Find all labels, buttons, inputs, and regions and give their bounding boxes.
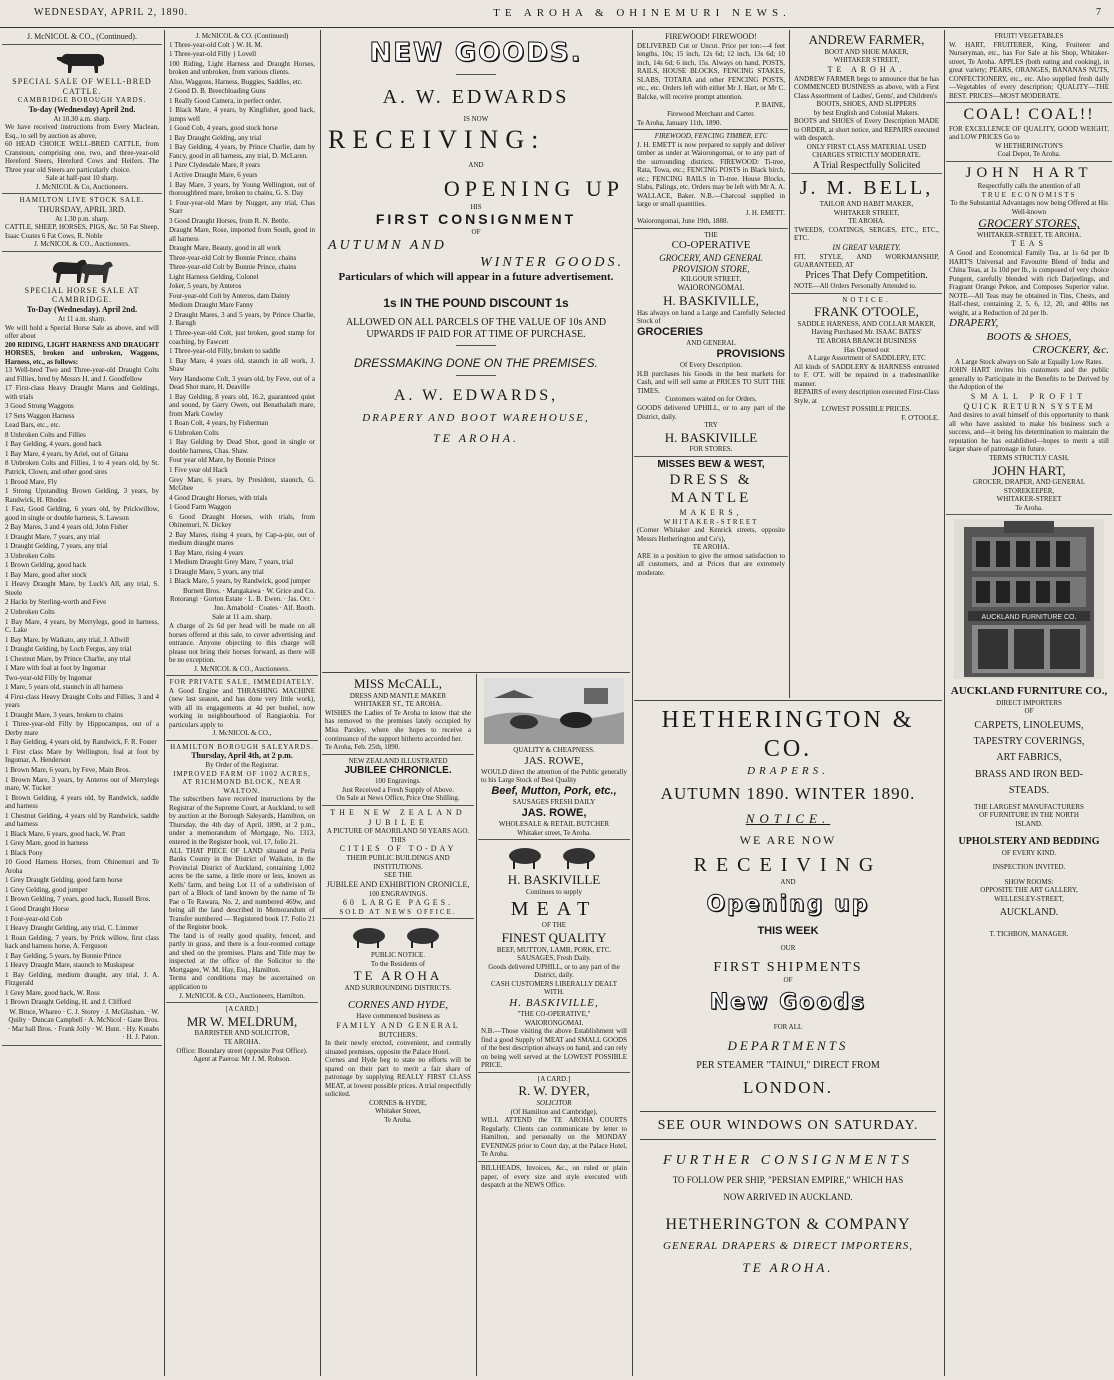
- lot-item: Draught Mare, Beauty, good in all work: [169, 244, 281, 253]
- lot-item: Two-year-old Filly by Ingomar: [5, 673, 93, 682]
- lot-item: 100 Riding, Light Harness and Draught Horses, broken and unbroken, from various clients.: [169, 59, 315, 77]
- lot-item: 1 Bay Mare, good after stock: [5, 570, 87, 579]
- mccall-ad: MISS McCALL, DRESS AND MANTLE MAKER WHITAKER ST., TE AROHA. WISHES the Ladies of Te Aroha to know that she has removed to the premises lately occupied by Miss Parsley, where she hopes to receive a continuance of the support hitherto accorded her. Te Aroha, Feb. 25th, 1890.: [322, 674, 474, 755]
- lot-item: 17 First-class Heavy Draught Mares and Geldings, with trials: [5, 384, 159, 401]
- lot-item: 1 Bay Mare, 3 years, by Young Wellington, out of thoroughbred mare, broken to chains, G. S. Day: [169, 180, 315, 198]
- lot-item: 1 Brown Mare, 3 years, by Anteros out of Merrylegs mare, W. Tucker: [5, 775, 159, 793]
- lot-item: 8 Unbroken Colts and Fillies: [5, 430, 86, 439]
- store-sign: AUCKLAND FURNITURE CO.: [981, 614, 1077, 622]
- sheep-icon: [499, 844, 609, 870]
- lot-item: 1 Bay Mare, 4 years, by Merrylegs, good in harness, C. Lake: [5, 617, 159, 635]
- lot-item: 1 Bay Mare, by Waikato, any trial, J. Allwill: [5, 635, 130, 644]
- bull-icon: [54, 49, 110, 75]
- lot-item: 1 Heavy Draught Gelding, any trial, C. Limmer: [5, 924, 139, 933]
- column-rule: [632, 30, 633, 1376]
- lot-item: Joker, 5 years, by Anteros: [169, 282, 242, 291]
- lot-item: 1 Chestnut Mare, by Prince Charlie, any trial: [5, 654, 131, 663]
- lot-item: 1 Black Mare, 5 years, by Randwick, good jumper: [169, 577, 311, 586]
- lot-item: 1 Five year old Hack: [169, 465, 228, 474]
- auckland-furniture-ad: AUCKLAND FURNITURE CO. AUCKLAND FURNITURE CO., DIRECT IMPORTERS OF CARPETS, LINOLEUMS, TAPESTRY COVERINGS, ART FABRICS, BRASS AND IRON BED- STEADS. THE LARGEST MANUFACTURERS OF FURNITURE IN THE NORTH ISLAND. UPHOLSTERY AND BEDDING OF EVERY KIND. INSPECTION INVITED. SHOW ROOMS: OPPOSITE THE ART GALLERY, WELLESLEY-STREET, AUCKLAND. T. TICHBON, MANAGER.: [946, 515, 1112, 940]
- column-rule: [944, 30, 945, 1376]
- column-firewood-coop: [634, 30, 788, 698]
- lot-item: 1 Bay Gelding by Dead Shot, good in single or double harness, Chas. Shaw.: [169, 438, 315, 455]
- lot-item: 1 Bay Gelding, 4 years, good hack: [5, 440, 102, 449]
- lot-item: 1 Four-year-old Mare by Nugget, any trial, Chas Starr: [169, 198, 315, 216]
- lot-item: 6 Good Draught Horses, with trials, from Ohinemuri, N. Dickey: [169, 512, 315, 530]
- lot-item: Also, Waggons, Harness, Buggies, Saddles, etc.: [169, 77, 303, 86]
- coal-ad: COAL! COAL!! FOR EXCELLENCE OF QUALITY, GOOD WEIGHT, and LOW PRICES Go to W HETHERINGTON'S Coal Depot, Te Aroha.: [946, 103, 1112, 162]
- lot-item: 1 Brown Gelding, 4 years old, by Randwick, saddle and harness: [5, 793, 159, 811]
- lot-item: 1 Bay Gelding, 4 years old, by Randwick, F. R. Foster: [5, 738, 157, 747]
- lot-item: 1 Really Good Camera, in perfect order.: [169, 96, 282, 105]
- billheads-ad: BILLHEADS, Invoices, &c., on ruled or plain paper, of every size and style executed with despatch at the NEWS Office.: [481, 1164, 627, 1190]
- horses-icon: [47, 256, 117, 284]
- jubilee-chronicle-ad: NEW ZEALAND ILLUSTRATED JUBILEE CHRONICLE. 100 Engravings. Just Received a Fresh Supply of Above. On Sale at News Office, Price One Shilling.: [322, 755, 474, 806]
- lot-item: 1 Three-year-old Filly by Hippocampus, out of a Derby mare: [5, 720, 159, 737]
- dyer-card: [A CARD.] R. W. DYER, SOLICITOR (Of Hamilton and Cambridge), WILL ATTEND the TE AROHA COURTS Regularly. Clients can communicate by letter to Hamilton, and personally on the MONDAY EVENINGS prior to Court day, at the Palace Hotel, Te Aroha.: [478, 1073, 630, 1162]
- otoole-saddler-ad: NOTICE. FRANK O'TOOLE, SADDLE HARNESS, AND COLLAR MAKER, Having Purchased Mr. ISAAC BATES' TE AROHA BRANCH BUSINESS Has Opened out A Large Assortment of SADDLERY, ETC All kinds of SADDLERY & HARNESS entrusted to F. O'T. will be repaired in a tradesmanlike manner. REPAIRS of every description executed First-Class Style, at LOWEST POSSIBLE PRICES. F. O'TOOLE.: [794, 295, 939, 422]
- column-rule: [164, 30, 165, 1376]
- lot-item: 17 Sets Waggon Harness: [5, 411, 75, 420]
- lot-item: 2 Unbroken Colts: [5, 607, 55, 616]
- lot-item: 1 Grey Gelding, good jumper: [5, 885, 88, 894]
- hamilton-stock-sale-ad: HAMILTON LIVE STOCK SALE. THURSDAY, APRIL 3RD. At 1.30 p.m. sharp. CATTLE, SHEEP, HORSES, PIGS, &c. 50 Fat Sheep, Isaac Coates 6 Fat Cows, R. Noble J. McNICOL & CO., Auctioneers.: [2, 194, 162, 251]
- page-number: 7: [1096, 7, 1102, 19]
- lot-item: 1 Grey Draught Gelding, good farm horse: [5, 876, 123, 885]
- cornes-hyde-ad: PUBLIC NOTICE. To the Residents of TE AROHA AND SURROUNDING DISTRICTS. CORNES AND HYDE, Have commenced business as FAMILY AND GENERAL BUTCHERS. In their newly erected, convenient, and centrally situated premises, opposite the Palace Hotel. Cornes and Hyde beg to state no efforts will be spared on their part to merit a fair share of patronage by supplying REALLY FIRST CLASS MEAT, at lowest possible prices. A trial respectfully solicited. CORNES & HYDE, Whitaker Street, Te Aroha.: [322, 919, 474, 1126]
- lot-item: 1 Grey Mare, good hack, W. Ross: [5, 988, 100, 997]
- sheep-icon: [343, 923, 453, 949]
- lot-item: 1 Good Farm Waggon: [169, 503, 232, 512]
- lot-item: 1 Three-year-old Filly, broken to saddle: [169, 347, 281, 356]
- lot-item: 1 Fast, Good Gelding, 6 years old, by Prickwillow, good in single or double harness, S. Lawson: [5, 505, 159, 522]
- lot-item: 6 Unbroken Colts: [169, 428, 219, 437]
- lot-item: 1 Roan Colt, 4 years, by Fisherman: [169, 419, 269, 428]
- lot-item: 1 Good Cob, 4 years, good stock horse: [169, 124, 278, 133]
- lot-item: 1 Bay Gelding, 5 years, by Bonnie Prince: [5, 951, 122, 960]
- baskiville-meat-ad: H. BASKIVILLE Continues to supply MEAT OF THE FINEST QUALITY BEEF, MUTTON, LAMB, PORK, ETC. SAUSAGES, Fresh Daily. Goods delivered UPHILL, or to any part of the District, daily. CASH CUSTOMERS LIBERALLY DEALT WITH. H. BASKIVILLE, "THE CO-OPERATIVE," WAIORONGOMAI. N.B.—Those visiting the above Establishment will find a good Supply of MEAT and SMALL GOODS of the best description always on hand, and can rely on being well served at the LOWEST POSSIBLE PRICE.: [478, 840, 630, 1072]
- rowe-ad: QUALITY & CHEAPNESS. JAS. ROWE, WOULD direct the attention of the Public generally to his Large Stock of Best Quality Beef, Mutton, Pork, etc., SAUSAGES FRESH DAILY JAS. ROWE, WHOLESALE & RETAIL BUTCHER Whitaker street, Te Aroha.: [478, 674, 630, 840]
- lot-item: 3 Unbroken Colts: [5, 551, 55, 560]
- lot-item: 1 Bay Mare, 4 years old, staunch in all work, J. Shaw: [169, 356, 315, 374]
- lot-item: 1 Medium Draught Grey Mare, 7 years, trial: [169, 558, 294, 567]
- lot-item: 1 Draught Mare, 5 years, any trial: [169, 567, 264, 576]
- lot-item: 1 Three-year-old Colt, just broken, good stamp for coaching, by Fawcett: [169, 329, 315, 346]
- cattle-sale-ad: SPECIAL SALE OF WELL-BRED CATTLE. CAMBRIDGE BOROUGH YARDS. To-day (Wednesday) April 2nd. At 10.30 a.m. sharp. We have received instructions from Every Maclean, Esq., to sell by auction as above, 60 HEAD CHOICE WELL-BRED CATTLE, from Cranstoun, comprising one, two, and three-year-old Hereford Steers, Hereford Cows and Heifers. The Three year old Steers are particularly choice. Sale at half-past 10 sharp. J. McNICOL & Co, Auctioneers.: [2, 45, 162, 195]
- meldrum-card: [A CARD.] MR W. MELDRUM, BARRISTER AND SOLICITOR, TE AROHA. Office: Boundary street (opposite Post Office). Agent at Paeroa: Mr J. M. Robson.: [176, 1005, 308, 1064]
- lot-item: Medium Draught Mare Fanny: [169, 301, 254, 310]
- lot-item: 2 Bay Mares, rising 4 years, by Cap-a-pie, out of medium draught mares: [169, 530, 315, 548]
- lot-item: 1 Bay Gelding, medium draught, any trial, J. A. Fitzgerald: [5, 970, 159, 988]
- lot-item: 1 Brown Draught Gelding, H. and J. Clifford: [5, 998, 131, 1007]
- lot-item: 2 Good D. B. Breechloading Guns: [169, 87, 266, 96]
- lot-item: 1 Bay Mare, rising 4 years: [169, 548, 244, 557]
- john-hart-ad: JOHN HART Respectfully calls the attention of all TRUE ECONOMISTS To the Substantial Advantages now being Offered at His Well-known GROCERY STORES, WHITAKER-STREET, TE AROHA. TEAS A Good and Economical Family Tea, at 1s 6d per lb HART'S Universal and Favourite Blend of India and China Teas, at 1s 10d per lb., is composed of very choice Pungent, carefully blended with rich Darjeelings, and Fragrant Orange Pekoe, and Composes Superior value. NOTE—All Teas may be obtained in Tins, Chests, and Half-chest, containing 2, 5, 6, 12, 20, and 40lbs net weight, at a Reduction of 2d per lb. DRAPERY, BOOTS & SHOES, CROCKERY, &c. A Large Stock always on Sale at Equally Low Rates. JOHN HART invites his customers and the public generally to Participate in the Benefits to be Derived by the Adoption of the SMALL PROFIT QUICK RETURN SYSTEM And desires to avail himself of this opportunity to thank all who have assisted to make his business such a success, and—it being his determination to maintain the reputation he has established—hopes to merit a still larger share of patronage in future. TERMS STRICTLY CASH, JOHN HART, GROCER, DRAPER, AND GENERAL STOREKEEPER, WHITAKER-STREET Te Aroha.: [946, 162, 1112, 516]
- lot-item: 1 Grey Mare, good in harness: [5, 839, 89, 848]
- column-mcnicol-continued: [166, 30, 318, 1376]
- lot-item: 3 Good Strong Waggons: [5, 402, 74, 411]
- lot-item: 1 Mare with foal at foot by Ingomar: [5, 664, 106, 673]
- lot-list: [169, 41, 315, 613]
- lot-item: 1 Mare, 5 years old, staunch in all harness: [5, 683, 123, 692]
- lot-owner-names: Burnett Bros. · Mangakawa · W. Grice and Co. Rotorangi · Gorton Estate · L. B. Ewen. · Jas. Orr. · Jno. Arnabold · Coates · Alf. Booth.: [169, 586, 315, 612]
- lot-item: 10 Good Harness Horses, from Ohinemuri and Te Aroha: [5, 858, 159, 875]
- hetherington-ad: HETHERINGTON & CO. DRAPERS. AUTUMN 1890. WINTER 1890. NOTICE. WE ARE NOW RECEIVING AND Opening up THIS WEEK OUR FIRST SHIPMENTS OF New Goods FOR ALL DEPARTMENTS PER STEAMER "TAINUI," DIRECT FROM LONDON. SEE OUR WINDOWS ON SATURDAY. FURTHER CONSIGNMENTS TO FOLLOW PER SHIP, "PERSIAN EMPIRE," WHICH HAS NOW ARRIVED IN AUCKLAND. HETHERINGTON & COMPANY GENERAL DRAPERS & DIRECT IMPORTERS, TE AROHA.: [634, 704, 942, 1376]
- lot-item: Draught Mare, Rose, imported from South, good in all harness: [169, 226, 315, 243]
- lot-owner-names: W. Bruce, Whareo · C. J. Storey · J. McGlashan. · W. Quilty · Duncan Campbell · A. McNicol · Gane Bros. · Mar hall Bros. · Frank Jolly · W. Hunt. · Hy. Kusabs · H. J. Paton.: [7, 1007, 159, 1042]
- bell-tailor-ad: J. M. BELL, TAILOR AND HABIT MAKER, WHITAKER STREET, TE AROHA. TWEEDS, COATINGS, SERGES, ETC., ETC., ETC. IN GREAT VARIETY. FIT, STYLE, AND WORKMANSHIP, GUARANTEED, AT Prices That Defy Competition. NOTE—All Orders Personally Attended to.: [791, 174, 942, 294]
- lot-item: 2 Hacks by Sterling-worth and Feve: [5, 598, 107, 607]
- lot-item: 1 Bay Gelding, 4 years, by Prince Charlie, dam by Fancy, good in all harness, any trial, D. McLaren.: [169, 143, 315, 160]
- column-rule: [320, 30, 321, 1376]
- lot-item: 1 Draught Mare, 3 years, broken to chains: [5, 710, 123, 719]
- furniture-building-icon: [954, 519, 1104, 679]
- cattle-scene-icon: [484, 678, 624, 744]
- lot-item: 1 Three-year-old Colt } W. H. M.: [169, 40, 263, 49]
- lot-item: 1 Roan Gelding, 7 years, by Prick willow, first class hack and harness horse, A. Ferguson: [5, 933, 159, 951]
- andrew-farmer-ad: ANDREW FARMER, BOOT AND SHOE MAKER, WHITAKER STREET, TE AROHA. ANDREW FARMER begs to announce that he has COMMENCED BUSINESS as above, with a First Class Assortment of Ladies', Gents', and Children's BOOTS, SHOES, AND SLIPPERS by best English and Colonial Makers. BOOTS and SHOES of Every Description MADE to ORDER, at short notice, and REPAIRS executed with despatch. ONLY FIRST CLASS MATERIAL USED CHARGES STRICTLY MODERATE. A Trial Respectfully Solicited: [791, 30, 942, 174]
- horse-lot-list: [5, 366, 159, 1042]
- lot-item: Lead Bars, etc., etc.: [5, 421, 61, 430]
- column-rowe-baskiville: [478, 674, 630, 1376]
- cooperative-store-ad: THE CO-OPERATIVE GROCERY, AND GENERAL PROVISION STORE, KILGOUR STREET, WAIORONGOMAI. H. BASKIVILLE, Has always on hand a Large and Carefully Selected Stock of GROCERIES AND GENERAL PROVISIONS Of Every Description. H.B purchases his Goods in the best markets for Cash, and will sell same at PRICES TO SUIT THE TIMES. Customers waited on for Orders. GOODS delivered UPHILL, or to any part of the District, daily. TRY H. BASKIVILLE FOR STORES.: [634, 229, 788, 457]
- lot-item: Four year old Mare, by Bonnie Prince: [169, 456, 276, 465]
- edwards-ad: NEW GOODS. A. W. EDWARDS IS NOW RECEIVING: AND OPENING UP HIS FIRST CONSIGNMENT OF AUTUMN AND WINTER GOODS. Particulars of which will appear in a future advertisement. 1s IN THE POUND DISCOUNT 1s ALLOWED ON ALL PARCELS OF THE VALUE OF 10s AND UPWARDS IF PAID FOR AT TIME OF PURCHASE. DRESSMAKING DONE ON THE PREMISES. A. W. EDWARDS, DRAPERY AND BOOT WAREHOUSE, TE AROHA.: [328, 38, 624, 445]
- hamilton-saleyards-ad: HAMILTON BOROUGH SALEYARDS. Thursday, April 4th, at 2 p.m. By Order of the Registrar. IMPROVED FARM OF 1002 ACRES, AT RICHMOND BLOCK, NEAR WALTON. The subscribers have received instructions by the Registrar of the Supreme Court, at Auckland, to sell by auction at the Borough Saleyards, Hamilton, on Thursday, the 4th day of April, 1890, at 2 p.m., under a memorandum of Mortgage, No. 1313, entered in the Register book, vol. 17, folio 21. ALL THAT PIECE OF LAND situated at Peria Banks County in the District of Waikato, in the Provincial District of Auckland, containing 1,002 acres be the same, a little more or less, known as Kells' farm, and being Lot 11 of a subdivision of part of a Block of land known by the name of Te Pae o Te Rawara, No. 2, and numbered 469w, and being all the land described in Memorandum of Transfer numbered — Registered book 17. Folio 21 of the Register book. The land is of really good quality, fenced, and partly in grass, and there is a four-roomed cottage and shed on the premises. Plans and Title may be inspected at the office of the Solicitor to the Mortgagee, W. M. Hay, Esq., Hamilton. Terms and conditions may be ascertained on application to J. McNICOL & CO., Auctioneers, Hamilton.: [166, 741, 318, 1003]
- column-mcnicol-sales: [2, 30, 162, 1376]
- lot-item: 1 Heavy Draught Mare, staunch to Muskspear: [5, 961, 135, 970]
- lot-item: 1 Draught Gelding, by Loch Fergus, any trial: [5, 645, 132, 654]
- lot-item: 1 Black Pony: [5, 848, 43, 857]
- lot-item: 2 Draught Mares, 3 and 5 years, by Prince Charlie, J. Barugh: [169, 310, 315, 328]
- lot-item: 1 Black Mare, 6 years, good hack, W. Pratt: [5, 829, 126, 838]
- mcnicol-header: J. McNICOL & CO., (Continued).: [2, 30, 162, 45]
- lot-item: 1 Brood Mare, Fly: [5, 477, 58, 486]
- column-hart-furniture: [946, 30, 1112, 1376]
- lot-item: 1 Four-year-old Cob: [5, 914, 63, 923]
- column-farmer-bell: [791, 30, 942, 698]
- lot-item: 1 Brown Gelding, 7 years, good hack, Russell Bros.: [5, 895, 151, 904]
- lot-item: 1 Active Draught Mare, 6 years: [169, 170, 258, 179]
- lot-item: 1 Bay Draught Gelding, any trial: [169, 133, 262, 142]
- emett-timber-ad: FIREWOOD, FENCING TIMBER, ETC J. H. EMETT is now prepared to supply and deliver timber as under at Waiorongomai, or to any part of the surrounding districts. FIREWOOD: Ti-tree, Rata, Towa, etc.; FENCING POSTS in Black birch, etc.; FENCING RAILS in Ti-tree. House Blocks, Slabs, Palings, etc. Orders may be left with Mr A. A. WALLACE, Baker. N.B.—Charcoal supplied in large or small quantities. J. H. EMETT. Waiorongomai, June 19th, 1888.: [634, 130, 788, 229]
- lot-item: 1 Good Draught Horse: [5, 904, 69, 913]
- lot-item: Grey Mare, 6 years, by President, staunch, G. McGhee: [169, 475, 315, 493]
- lot-item: 1 Draught Gelding, 7 years, any trial: [5, 542, 108, 551]
- lot-item: Very Handsome Colt, 3 years old, by Feve, out of a Dead Shot mare, H. Deaville: [169, 374, 315, 392]
- lot-item: Three-year-old Colt by Bonnie Prince, chains: [169, 263, 297, 272]
- firewood-ad: FIREWOOD! FIREWOOD! DELIVERED Cut or Uncut. Price per ton:—4 feet lengths, 10s; 15 inch, 12s 6d; 12 inch, 13s 6d; 10 inch, 14s 6d; 6 inch, 15s. Always on hand, POSTS, RAILS, HOUSE BLOCKS, FENCING STAKES, SLABS, TOTARA and other FENCING POSTS, etc., etc. Orders left with either Mr J. Hart, or Mr C. Balcke, will receive prompt attention. P. BAINE, Firewood Merchant and Carter. Te Aroha, January 11th, 1890.: [634, 30, 788, 130]
- masthead: [0, 0, 1114, 28]
- paper-title: TE AROHA & OHINEMURI NEWS.: [493, 6, 791, 19]
- lot-item: Four-year-old Colt by Anteros, dam Dainty: [169, 291, 291, 300]
- nz-jubilee-ad: THE NEW ZEALAND JUBILEE A PICTURE OF MAORILAND 50 YEARS AGO. THIS CITIES OF TO-DAY THEIR PUBLIC BUILDINGS AND INSTITUTIONS. SEE THE JUBILEE AND EXHIBITION CRONICLE, 100 ENGRAVINGS. 60 LARGE PAGES. SOLD AT NEWS OFFICE.: [322, 806, 474, 919]
- horse-sale-ad: SPECIAL HORSE SALE AT CAMBRIDGE. To-Day (Wednesday). April 2nd. At 11 a.m. sharp. We will hold a Special Horse Sale as above, and will offer about 200 RIDING, LIGHT HARNESS AND DRAUGHT HORSES, broken and unbroken, Waggons, Harness, etc., as follows: 13 Well-bred Two and Three-year-old Draught Colts and Fillies, bred by Messrs H. and J. Goodfellow 17 First-class Heavy Draught Mares and Geldings, with trials 3 Good Strong Waggons 17 Sets Waggon Harness Lead Bars, etc., etc. 8 Unbroken Colts and Fillies 1 Bay Gelding, 4 years, good hack 1 Bay Mare, 4 years, by Ariel, out of Gitana 8 Unbroken Colts and Fillies, 1 to 4 years old, by St. Patrick, Clown, and other good sires 1 Brood Mare, Fly 1 Strong Upstanding Brown Gelding, 3 years, by Randwick, H. Rhodes 1 Fast, Good Gelding, 6 years old, by Prickwillow, good in single or double harness, S. Lawson 2 Bay Mares, 3 and 4 years old, John Fisher 1 Draught Mare, 7 years, any trial 1 Draught Gelding, 7 years, any trial 3 Unbroken Colts 1 Brown Gelding, good hack 1 Bay Mare, good after stock 1 Heavy Draught Mare, by Luck's All, any trial, S. Steele 2 Hacks by Sterling-worth and Feve 2 Unbroken Colts 1 Bay Mare, 4 years, by Merrylegs, good in harness, C. Lake 1 Bay Mare, by Waikato, any trial, J. Allwill 1 Draught Gelding, by Loch Fergus, any trial 1 Chestnut Mare, by Prince Charlie, any trial 1 Mare with foal at foot by Ingomar Two-year-old Filly by Ingomar 1 Mare, 5 years old, staunch in all harness 4 First-class Heavy Draught Colts and Fillies, 3 and 4 years 1 Draught Mare, 3 years, broken to chains 1 Three-year-old Filly by Hippocampus, out of a Derby mare 1 Bay Gelding, 4 years old, by Randwick, F. R. Foster 1 First class Mare by Wellington, foal at foot by Ingomar, A. Henderson 1 Brown Mare, 6 years, by Feve, Main Bros. 1 Brown Mare, 3 years, by Anteros out of Merrylegs mare, W. Tucker 1 Brown Gelding, 4 years old, by Randwick, saddle and harness 1 Chestnut Gelding, 4 years old by Randwick, saddle and harness 1 Black Mare, 6 years, good hack, W. Pratt 1 Grey Mare, good in harness 1 Black Pony 10 Good Harness Horses, from Ohinemuri and Te Aroha 1 Grey Draught Gelding, good farm horse 1 Grey Gelding, good jumper 1 Brown Gelding, 7 years, good hack, Russell Bros. 1 Good Draught Horse 1 Four-year-old Cob 1 Heavy Draught Gelding, any trial, C. Limmer 1 Roan Gelding, 7 years, by Prick willow, first class hack and harness horse, A. Ferguson 1 Bay Gelding, 5 years, by Bonnie Prince 1 Heavy Draught Mare, staunch to Muskspear 1 Bay Gelding, medium draught, any trial, J. A. Fitzgerald 1 Grey Mare, good hack, W. Ross 1 Brown Draught Gelding, H. and J. Clifford W. Bruce, Whareo · C. J. Storey · J. McGlashan. · W. Quilty · Duncan Campbell · A. McNicol · Gane Bros. · Mar hall Bros. · Frank Jolly · W. Hunt. · Hy. Kusabs · H. J. Paton.: [2, 252, 162, 1046]
- column-mccall-jubilee: [322, 674, 474, 1376]
- lot-item: 1 Pure Clydesdale Mare, 8 years: [169, 161, 260, 170]
- lot-item: 1 Bay Gelding, 8 years old, 16.2, guaranteed quiet and sound, by Garry Owen, out Benathalath mare, from Mark Cowley: [169, 392, 315, 418]
- lot-item: 1 Bay Mare, 4 years, by Ariel, out of Gitana: [5, 449, 129, 458]
- lot-item: 1 First class Mare by Wellington, foal at foot by Ingomar, A. Henderson: [5, 747, 159, 765]
- lot-item: Light Harness Gelding, Colonel: [169, 272, 259, 281]
- lot-item: 1 Chestnut Gelding, 4 years old by Randwick, saddle and harness: [5, 811, 159, 829]
- lot-item: Three-year-old Colt by Bonnie Prince, chains: [169, 253, 297, 262]
- lot-item: 8 Unbroken Colts and Fillies, 1 to 4 years old, by St. Patrick, Clown, and other good sires: [5, 459, 159, 476]
- misses-bew-west-ad: MISSES BEW & WEST, DRESS & MANTLE MAKERS, WHITAKER-STREET (Corner Whitaker and Kenrick streets, opposite Messrs Hetherington and Co's), TE AROHA. ARE in a position to give the utmost satisfaction to all customers, and at Prices that are extremely moderate.: [637, 458, 785, 577]
- lot-item: 4 First-class Heavy Draught Colts and Fillies, 3 and 4 years: [5, 692, 159, 710]
- mcnicol-lots-continued: J. McNICOL & CO. (Continued) 1 Three-year-old Colt } W. H. M. 1 Three-year-old Filly } Lovell 100 Riding, Light Harness and Draught Horses, broken and unbroken, from various clients. Also, Waggons, Harness, Buggies, Saddles, etc. 2 Good D. B. Breechloading Guns 1 Really Good Camera, in perfect order. 1 Black Mare, 4 years, by Kingfisher, good hack, jumps well 1 Good Cob, 4 years, good stock horse 1 Bay Draught Gelding, any trial 1 Bay Gelding, 4 years, by Prince Charlie, dam by Fancy, good in all harness, any trial, D. McLaren. 1 Pure Clydesdale Mare, 8 years 1 Active Draught Mare, 6 years 1 Bay Mare, 3 years, by Young Wellington, out of thoroughbred mare, broken to chains, G. S. Day 1 Four-year-old Mare by Nugget, any trial, Chas Starr 3 Good Draught Horses, from R. N. Bettle. Draught Mare, Rose, imported from South, good in all harness Draught Mare, Beauty, good in all work Three-year-old Colt by Bonnie Prince, chains Three-year-old Colt by Bonnie Prince, chains Light Harness Gelding, Colonel Joker, 5 years, by Anteros Four-year-old Colt by Anteros, dam Dainty Medium Draught Mare Fanny 2 Draught Mares, 3 and 5 years, by Prince Charlie, J. Barugh 1 Three-year-old Colt, just broken, good stamp for coaching, by Fawcett 1 Three-year-old Filly, broken to saddle 1 Bay Mare, 4 years old, staunch in all work, J. Shaw Very Handsome Colt, 3 years old, by Feve, out of a Dead Shot mare, H. Deaville 1 Bay Gelding, 8 years old, 16.2, guaranteed quiet and sound, by Garry Owen, out Benathalath mare, from Mark Cowley 1 Roan Colt, 4 years, by Fisherman 6 Unbroken Colts 1 Bay Gelding by Dead Shot, good in single or double harness, Chas. Shaw. Four year old Mare, by Bonnie Prince 1 Five year old Hack Grey Mare, 6 years, by President, staunch, G. McGhee 4 Good Draught Horses, with trials 1 Good Farm Waggon 6 Good Draught Horses, with trials, from Ohinemuri, N. Dickey 2 Bay Mares, rising 4 years, by Cap-a-pie, out of medium draught mares 1 Bay Mare, rising 4 years 1 Medium Draught Grey Mare, 7 years, trial 1 Draught Mare, 5 years, any trial 1 Black Mare, 5 years, by Randwick, good jumper Burnett Bros. · Mangakawa · W. Grice and Co. Rotorangi · Gorton Estate · L. B. Ewen. · Jas. Orr. · Jno. Arnabold · Coates · Alf. Booth. Sale at 11 a.m. sharp. A charge of 2s 6d per head will be made on all horses offered at this sale, to cover advertising and entrance. Anyone objecting to this charge will please not bring their horses forward, as there will be no exception. J. McNICOL & CO., Auctioneers.: [166, 30, 318, 676]
- lot-item: 1 Brown Gelding, good hack: [5, 561, 87, 570]
- hart-fruit-ad: FRUIT! VEGETABLES W. HART, FRUITERER, King, Fruiterer and Nurseryman, etc., has For Sale at his Shop, Whitaker-street, Te Aroha. APPLES (both eating and cooking), in great variety; PEARS, ORANGES, BANANAS NUTS, CONFECTIONERY, etc., etc. Also supplied fresh daily—Vegetables of every description; QUALITY—THE BEST. PRICES—MOST MODERATE.: [946, 30, 1112, 103]
- issue-date: WEDNESDAY, APRIL 2, 1890.: [34, 7, 189, 19]
- lot-item: 13 Well-bred Two and Three-year-old Draught Colts and Fillies, bred by Messrs H. and J. Goodfellow: [5, 366, 159, 383]
- lot-item: 1 Heavy Draught Mare, by Luck's All, any trial, S. Steele: [5, 580, 159, 597]
- lot-item: 2 Bay Mares, 3 and 4 years old, John Fisher: [5, 523, 129, 532]
- lot-item: 1 Brown Mare, 6 years, by Feve, Main Bros.: [5, 766, 131, 774]
- private-sale-ad: FOR PRIVATE SALE, IMMEDIATELY. A Good Engine and THRASHING MACHINE (new last season, and has done very little work), with all its engagements at 4d per bushel, now working in neighbourhood of Rangiaohia. For particulars apply to J. McNICOL & CO.,: [166, 676, 318, 741]
- lot-item: 4 Good Draught Horses, with trials: [169, 493, 268, 502]
- lot-item: 1 Black Mare, 4 years, by Kingfisher, good hack, jumps well: [169, 106, 315, 123]
- lot-item: 3 Good Draught Horses, from R. N. Bettle.: [169, 216, 290, 225]
- lot-item: 1 Strong Upstanding Brown Gelding, 3 years, by Randwick, H. Rhodes: [5, 487, 159, 504]
- lot-item: 1 Three-year-old Filly } Lovell: [169, 50, 257, 59]
- lot-item: 1 Draught Mare, 7 years, any trial: [5, 532, 100, 541]
